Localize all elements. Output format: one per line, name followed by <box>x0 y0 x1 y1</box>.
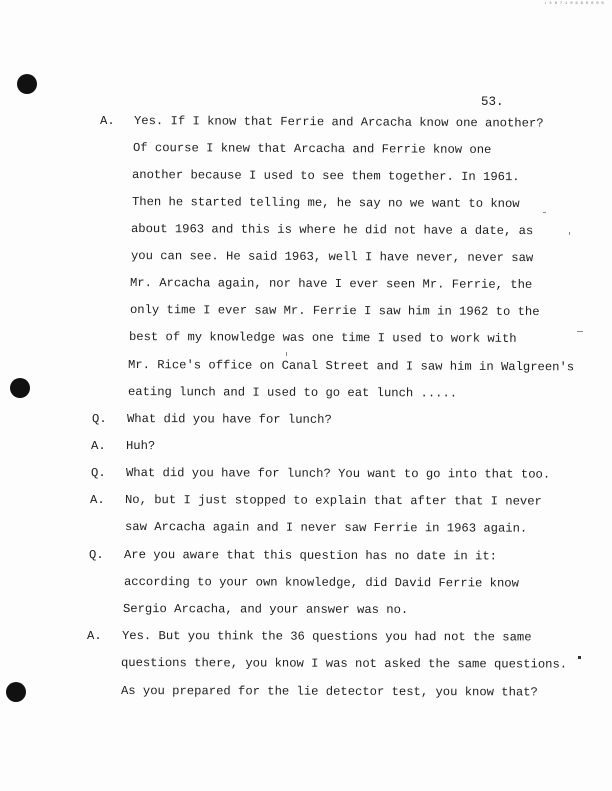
transcript-line: Mr. Arcacha again, nor have I ever seen Mr. Ferrie, the <box>129 276 533 292</box>
speaker-label: A. <box>87 629 102 643</box>
transcript-line: best of my knowledge was one time I used to work with <box>128 330 517 346</box>
transcript-line: Yes. If I know that Ferrie and Arcacha know one another? <box>133 114 544 131</box>
transcript-line: about 1963 and this is where he did not have a date, as <box>130 222 534 239</box>
speaker-label: A. <box>91 439 106 453</box>
transcript-line: saw Arcacha again and I never saw Ferrie in 1963 again. <box>124 520 528 536</box>
punch-hole-top <box>17 74 37 94</box>
page-number: 53. <box>481 95 504 109</box>
transcript-line: Sergio Arcacha, and your answer was no. <box>122 602 409 617</box>
punch-hole-bottom <box>6 682 26 702</box>
transcript-line: No, but I just stopped to explain that after that I never <box>124 493 542 509</box>
transcript-line: Then he started telling me, he say no we want to know <box>131 195 520 212</box>
speaker-label: A. <box>100 114 115 128</box>
transcript-line: Of course I knew that Arcacha and Ferrie know one <box>132 141 492 158</box>
speck-mark <box>569 232 570 235</box>
transcript-line: As you prepared for the lie detector test, you know that? <box>120 684 538 700</box>
transcript-line: you can see. He said 1963, well I have never, never saw <box>130 249 534 266</box>
speck-mark <box>286 352 287 356</box>
speaker-label: Q. <box>92 412 107 426</box>
speaker-label: Q. <box>91 466 106 480</box>
speaker-label: A. <box>90 493 105 507</box>
transcript-line: questions there, you know I was not asked the same questions. <box>120 656 568 672</box>
transcript-line: What did you have for lunch? <box>126 412 332 427</box>
transcript-line: another because I used to see them together. In 1961. <box>131 168 520 185</box>
transcript-line: Huh? <box>125 439 156 454</box>
transcript-line: Mr. Rice's office on Canal Street and I saw him in Walgreen's <box>127 358 575 375</box>
punch-hole-middle <box>10 378 30 398</box>
transcript-line: What did you have for lunch? You want to go into that too. <box>125 466 551 482</box>
speck-mark <box>578 656 581 659</box>
transcript-line: Yes. But you think the 36 questions you had not the same <box>121 629 532 645</box>
transcript-line: according to your own knowledge, did David Ferrie know <box>123 575 519 591</box>
transcript-line: only time I ever saw Mr. Ferrie I saw him in 1962 to the <box>129 303 540 320</box>
header-mark: • 5 8 7 1 0 6 8 0 0 0 0 <box>544 2 604 6</box>
speck-mark <box>543 212 546 213</box>
transcript-line: eating lunch and I used to go eat lunch ..... <box>127 385 458 401</box>
speaker-label: Q. <box>89 548 104 562</box>
transcript-line: Are you aware that this question has no date in it: <box>123 548 498 564</box>
speck-mark <box>577 331 583 332</box>
